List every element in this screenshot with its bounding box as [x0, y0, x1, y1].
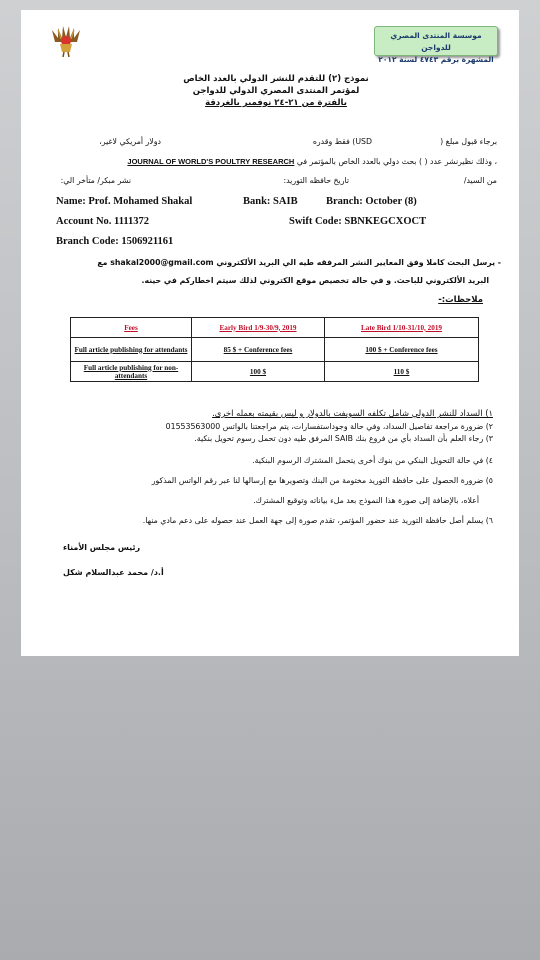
fees-header-fees: Fees	[71, 318, 192, 338]
document-page	[21, 10, 519, 656]
note-5-cont: أعلاه، بالإضافة إلى صورة هذا النموذج بعد ملء بياناته وتوقيع المشترك.	[253, 496, 479, 505]
instruction-line-2: البريد الألكتروني للباحث. و في حاله تخصيص موقع الكتروني لذلك سيتم اخطاركم في حينه.	[141, 276, 489, 285]
organization-box	[374, 26, 498, 64]
org-line-2: المشهرة برقم ٤٧٤٣ لسنة ٢٠١٢	[378, 55, 494, 64]
form-line1-amount: برجاء قبول مبلغ (	[440, 137, 497, 146]
note-5: ٥) ضرورة الحصول على حافظة التوريد مختومة من البنك وتصويرها مع إرسالها لنا عبر رقم الواتس المذكور	[151, 476, 493, 485]
fees-header-late: Late Bird 1/10-31/10, 2019	[325, 318, 479, 338]
fees-header-early: Early Bird 1/9-30/9, 2019	[192, 318, 325, 338]
note-1: ١) السداد للنشر الدولي شامل تكلفه السويفت بالدولار و ليس بقيمته بعمله اخرى.	[212, 408, 493, 418]
note-3: ٣) رجاء العلم بأن السداد بأي من فروع بنك SAIB المرفق طيه دون تحمل رسوم تحويل بنكية.	[194, 434, 493, 443]
org-line-1: موسسة المنتدى المصري للدواجن	[390, 31, 482, 52]
bank-bank-field: Bank: SAIB	[243, 196, 298, 207]
form-line2-text: ، وذلك نظيرنشر عدد ( ) بحث دولي بالعدد الخاص بالمؤتمر في	[296, 157, 497, 166]
table-row	[71, 362, 479, 382]
form-title: نموذج (٢) للتقدم للنشر الدولي بالعدد الخاص	[183, 74, 369, 84]
form-line3-date: تاريخ حافظه التوريد:	[283, 176, 349, 185]
notes-title: ملاحظات:-	[438, 295, 483, 305]
note-6: ٦) يسلم أصل حافظة التوريد عند حضور المؤتمر، تقدم صورة إلى جهة العمل عند حصوله على دعم مادي منها.	[142, 516, 493, 525]
table-row	[71, 338, 479, 362]
instruction-line-1: - يرسل البحث كاملا وفق المعايير النشر المرفقه طيه الي البريد الألكتروني shakal2000@gmail.com مع	[97, 258, 501, 267]
cell-early-attendants: 85 $ + Conference fees	[192, 338, 325, 362]
bank-branch-code-field: Branch Code: 1506921161	[56, 236, 174, 247]
bank-name-field: Name: Prof. Mohamed Shakal	[56, 196, 193, 207]
cell-late-attendants: 100 $ + Conference fees	[325, 338, 479, 362]
form-line3-from: من السيد/	[463, 176, 497, 185]
form-line1-dollar: دولار أمريكي لاغير،	[99, 137, 161, 146]
note-2: ٢) ضرورة مراجعة تفاصيل السداد، وفي حالة وجوداستفسارات، يتم مراجعتنا بالواتس 01553563000	[165, 422, 493, 431]
form-line1-usd: USD) فقط وقدره	[312, 137, 372, 146]
journal-name: JOURNAL OF WORLD'S POULTRY RESEARCH	[127, 157, 295, 166]
note-4: ٤) في حالة التحويل البنكي من بنوك أخرى يتحمل المشترك الرسوم البنكية.	[252, 456, 493, 465]
signature-name: أ.د/ محمد عبدالسلام شكل	[63, 568, 164, 577]
bank-swift-field: Swift Code: SBNKEGCXOCT	[289, 216, 427, 227]
form-line3-publish: نشر مبكر/ متأخر الي:	[60, 176, 131, 185]
row-label-non-attendants: Full article publishing for non-attendants	[71, 362, 192, 382]
row-label-attendants: Full article publishing for attendants	[71, 338, 192, 362]
fees-table	[70, 317, 479, 382]
logo-icon	[48, 24, 84, 58]
cell-early-non-attendants: 100 $	[192, 362, 325, 382]
form-line2	[127, 157, 497, 166]
bank-branch-field: Branch: October (8)	[326, 196, 417, 207]
cell-late-non-attendants: 110 $	[325, 362, 479, 382]
bank-account-field: Account No. 1111372	[56, 216, 150, 227]
form-subtitle: لمؤتمر المنتدى المصري الدولي للدواجن	[192, 86, 360, 96]
signature-title: رئيس مجلس الأمناء	[63, 543, 141, 552]
fees-table-header	[71, 318, 479, 338]
form-dates: بالفترة من ٢١-٢٤ نوفمبر بالغردقة	[205, 98, 347, 108]
